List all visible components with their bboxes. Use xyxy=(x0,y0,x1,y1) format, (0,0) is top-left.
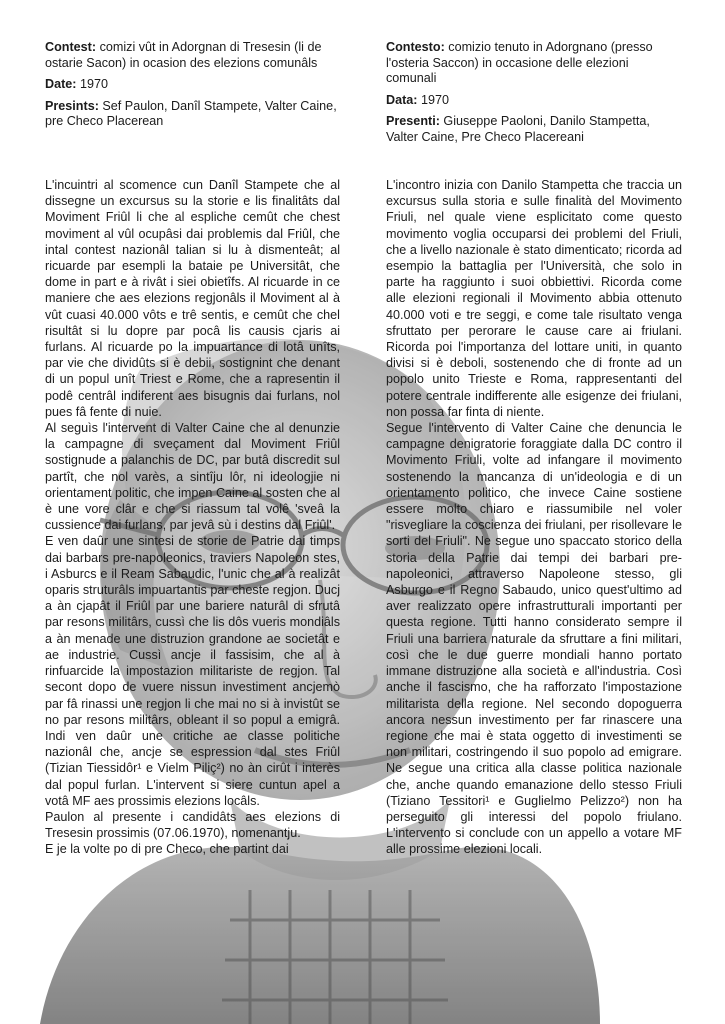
left-presints-label: Presints: xyxy=(45,98,99,113)
left-date-label: Date: xyxy=(45,77,77,91)
right-paragraph: L'incontro inizia con Danilo Stampetta che traccia un excursus sulla storia e sulle finalità del Movimento Friuli, nel quale viene esplicitato come questo movimento voglia occuparsi dei problemi del Friuli, che a livello nazionale è stato dimenticato; ricorda ad esempio la battaglia per l'Università, che solo in parte ha raggiunto i suoi obbiettivi. Ricorda come alle elezioni regionali il Movimento abbia ottenuto 40.000 voti e tre seggi, e come tale risultato venga sfruttato per perorare le cause care ai friulani. Ricorda poi l'importanza del lottare uniti, in quanto divisi si è deboli, sostenendo che di fronte ad un popolo unito Trieste e Roma, rappresentanti del potere centrale indifferente alle esigenze dei friulani, non possa far finta di niente. xyxy=(386,178,682,419)
right-presints xyxy=(386,114,682,145)
right-body-text xyxy=(386,177,682,858)
left-presints xyxy=(45,99,340,130)
left-body-text xyxy=(45,177,340,858)
left-contest-value: comizi vût in Adorgnan di Tresesin (li de ostarie Sacon) in ocasion des elezions comunâls xyxy=(45,40,322,70)
left-paragraph: Paulon al presente i candidâts aes elezions di Tresesin prossimis (07.06.1970), nomenantju. xyxy=(45,809,340,841)
left-date xyxy=(45,77,340,93)
left-presints-value: Sef Paulon, Danîl Stampete, Valter Caine, pre Checo Placerean xyxy=(45,98,337,128)
right-presints-value: Giuseppe Paoloni, Danilo Stampetta, Valter Caine, Pre Checo Placereani xyxy=(386,114,650,144)
right-date-label: Data: xyxy=(386,92,418,107)
right-contest-label: Contesto: xyxy=(386,40,445,54)
left-metadata xyxy=(45,40,340,136)
left-contest xyxy=(45,40,340,71)
right-paragraph: Segue l'intervento di Valter Caine che denuncia le campagne denigratorie foraggiate dalla DC contro il Movimento Friuli, volte ad infangare il movimento sostenendo la mancanza di un'ideologia e di un orientamento politico, che invece Caine sostiene essere molto chiaro e riassumibile nel voler "risvegliare la coscienza dei friulani, per risollevare le sorti del Friuli". Ne segue uno spaccato storico della storia della Patrie dai tempi dei barbari pre-napoleonici, attraverso Napoleone stesso, gli Asburgo e il Regno Sabaudo, unico quest'ultimo ad aver realizzato opere infrastrutturali importanti per questa regione. Tutti hanno considerato sempre il Friuli una barriera naturale da sfruttare a fini militari, così che le due guerre mondiali hanno portato immane distruzione alla società e all'industria. Così anche il fascismo, che ha rafforzato l'impostazione militarista della regione. Nel secondo dopoguerra ancora nessun investimento per far rinascere una regione che mai è stata oggetto di investimenti se non militari, costringendo il suo popolo ad emigrare. Ne segue una critica alla classe politica nazionale che, anche quando emanazione dello stesso Friuli (Tiziano Tessitori¹ e Guglielmo Pelizzo²) non ha perseguito gli interessi del popolo friulano. L'intervento si conclude con un appello a votare MF alle prossime elezioni locali. xyxy=(386,421,682,857)
left-contest-label: Contest: xyxy=(45,40,97,54)
left-paragraph: E je la volte po di pre Checo, che partint dai xyxy=(45,842,289,857)
right-presints-label: Presenti: xyxy=(386,114,440,128)
right-contest-value: comizio tenuto in Adorgnano (presso l'osteria Saccon) in occasione delle elezioni comunali xyxy=(386,40,653,85)
right-contest xyxy=(386,40,682,87)
left-date-value: 1970 xyxy=(80,77,109,91)
left-paragraph: L'incuintri al scomence cun Danîl Stampete che al dissegne un excursus su la storie e lis finalitâts dal Moviment Friûl li che al espliche cemût che chest moviment al vûl ocupâsi dai problemis dal Friûl, che intal contest nazionâl talian si lu à dismenteât; al ricuarde par esempli la bataie pe Universitât, che dome in part e à rivât i siei obietîfs. Al ricuarde in ce maniere che aes elezions regjonâls il Moviment al à vût cuasi 40.000 vôts e trê sentis, e cemût che chel risultât si lu dopre par pocâ lis causis cjaris ai furlans. Al ricuarde po la impuartance di lotâ unîts, par vie che dividûts si è debii, sostignint che denant di un popul unît Triest e Rome, che a rapresentin il podê centrâl indiferent aes bisugnis dai furlans, nol pues fâ fente di nuie. xyxy=(45,178,340,419)
right-date xyxy=(386,93,682,109)
left-paragraph: Al seguìs l'intervent di Valter Caine che al denunzie la campagne di sveçament dal Moviment Friûl sostignude a palanchis de DC, par butâ discredit sul partît, che nol varès, a sintîju lôr, ni ideologjie ni orientament politic, che impen Caine al sosten che al è une vore clâr e che si riassum tal volê 'sveâ la cussience dai furlans, par jevâ sù i destins dal Friûl'. xyxy=(45,421,340,533)
left-paragraph: E ven daûr une sintesi de storie de Patrie dai timps dai barbars pre-napoleonics, traviers Napoleon stes, i Asburcs e il Ream Sabaudic, l'unic che al à realizât oparis struturâls impuartantis par cheste regjon. Ducj a àn cjapât il Friûl par une bariere naturâl di sfrutâ par resons militârs, cussì che lis dôs vueris mondiâls a àn menade une distruzion grandone ae societât e ae industrie. Cussì ancje il fassisim, che al à rinfuarcide la impostazion militariste de regjon. Tal secont dopo de vuere nissun investiment ancjemò par fâ rinassi une regjon li che mai no si à invistût se no par resons militârs, obleant il so popul a emigrâ. Indi ven daûr une critiche ae classe politiche nazionâl che, ancje se espression dal stes Friûl (Tizian Tiessidôr¹ e Vielm Piliç²) no àn cirût i interès dal popul furlan. L'intervent si siere cuntun apel a votâ MF aes prossimis elezions locâls. xyxy=(45,534,340,808)
right-metadata xyxy=(386,40,682,151)
right-date-value: 1970 xyxy=(421,92,450,107)
